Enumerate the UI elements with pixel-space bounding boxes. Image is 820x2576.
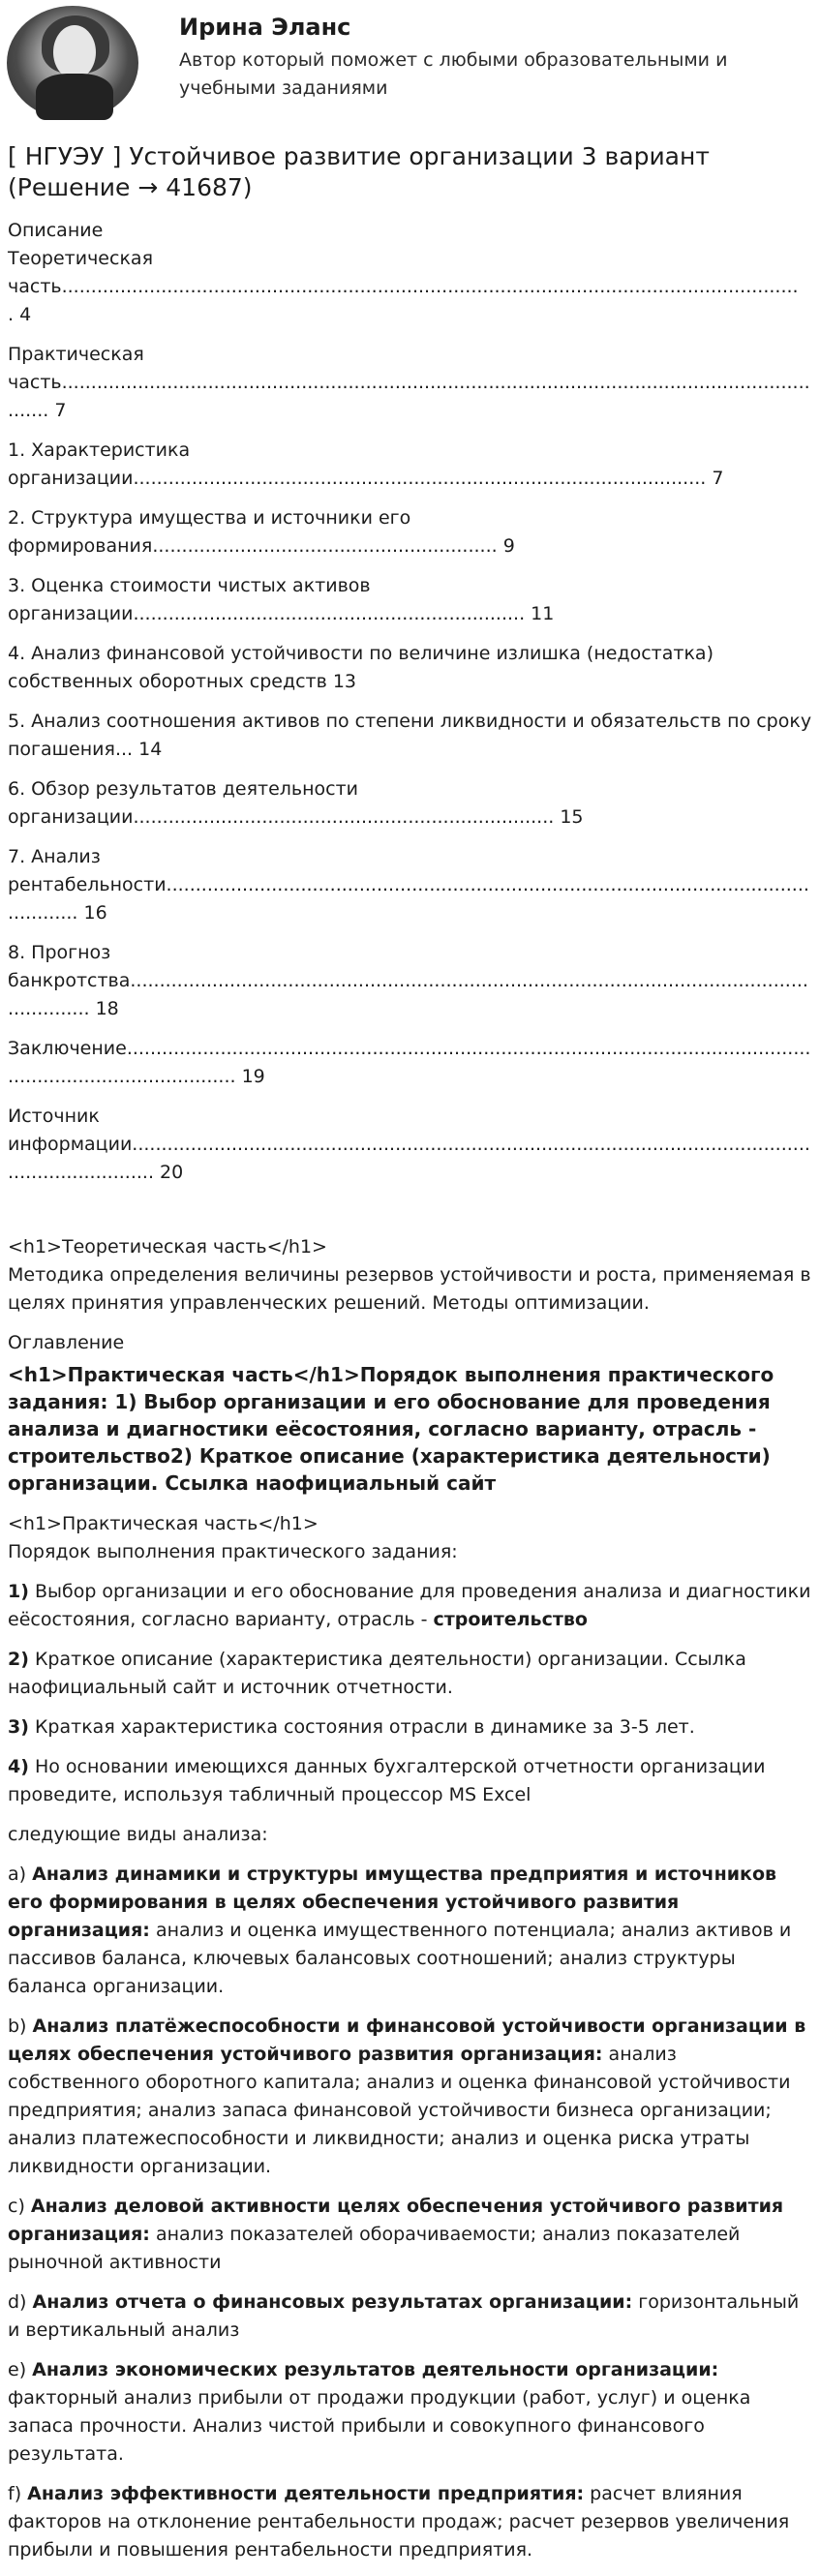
toc-item: 5. Анализ соотношения активов по степени ликвидности и обязательств по сроку погашения... 14	[8, 711, 818, 760]
analysis-item	[8, 2356, 813, 2469]
avatar-face-shape	[53, 25, 96, 79]
task-number: 2)	[8, 1649, 29, 1670]
analysis-text: расчет влияния факторов на отклонение рентабельности продаж; расчет резервов увеличения прибыли и повышения рентабельности предприятия.	[8, 2483, 790, 2561]
toc-item: 3. Оценка стоимости чистых активов организации................................................................... 11	[8, 575, 555, 624]
page-title: [ НГУЭУ ] Устойчивое развитие организации 3 вариант (Решение → 41687)	[8, 142, 710, 201]
task-bold-tail: строительство	[433, 1609, 588, 1630]
theory-heading-raw: <h1>Теоретическая часть</h1>	[8, 1236, 327, 1258]
analysis-title: Анализ деловой активности целях обеспечения устойчивого развития организация:	[8, 2196, 784, 2245]
author-name[interactable]: Ирина Эланс	[179, 14, 351, 41]
analysis-text: горизонтальный и вертикальный анализ	[8, 2291, 800, 2341]
toc-item: 4. Анализ финансовой устойчивости по величине излишка (недостатка) собственных оборотных средств 13	[8, 643, 720, 692]
task-text: Но основании имеющихся данных бухгалтерской отчетности организации проведите, используя табличный процессор MS Excel	[8, 1756, 766, 1805]
author-description: Автор который поможет с любыми образовательными и учебными заданиями	[179, 49, 728, 99]
analysis-item	[8, 2480, 813, 2564]
table-of-contents	[8, 245, 818, 1187]
analysis-text: анализ собственного оборотного капитала; анализ и оценка финансовой устойчивости предприятия; анализ запаса финансовой устойчивости бизнеса организации; анализ платежеспособности и ликвидности; анализ и оценка риска утраты ликвидности организации.	[8, 2044, 791, 2177]
task-item	[8, 1753, 813, 1809]
section-spacer	[8, 1198, 813, 1233]
analysis-title: Анализ экономических результатов деятельности организации:	[32, 2359, 719, 2380]
analysis-prefix: f)	[8, 2483, 28, 2504]
toc-item: 2. Структура имущества и источники его формирования........................................................... 9	[8, 507, 515, 557]
toc-item: Практическая часть....................................................................................................................................... 7	[8, 344, 810, 421]
task-number: 1)	[8, 1581, 29, 1602]
analysis-title: Анализ эффективности деятельности предприятия:	[27, 2483, 585, 2504]
analysis-item	[8, 1861, 813, 2001]
practice-summary-heading: <h1>Практическая часть</h1>Порядок выполнения практического задания: 1) Выбор организации и его обоснование для проведения анализа и диагностики еёсостояния, согласно варианту, отрасль - строительство2) Краткое описание (характеристика деятельности) организации. Ссылка наофициальный сайт	[8, 1363, 774, 1495]
analysis-title: Анализ платёжеспособности и финансовой устойчивости организации в целях обеспечения устойчивого развития организация:	[8, 2015, 806, 2065]
task-text: Краткое описание (характеристика деятельности) организации. Ссылка наофициальный сайт и источник отчетности.	[8, 1649, 746, 1698]
analysis-text: факторный анализ прибыли от продажи продукции (работ, услуг) и оценка запаса прочности. Анализ чистой прибыли и совокупного финансового результата.	[8, 2387, 751, 2465]
toc-item: Теоретическая часть............................................................................................................................... 4	[8, 248, 799, 325]
contents-label: Оглавление	[8, 1332, 125, 1353]
practice-heading-raw: <h1>Практическая часть</h1>	[8, 1513, 319, 1534]
practice-intro: Порядок выполнения практического задания:	[8, 1541, 458, 1562]
toc-item: Источник информации............................................................................................................................................. 20	[8, 1106, 810, 1183]
task-item	[8, 1713, 813, 1742]
analysis-prefix: a)	[8, 1864, 33, 1885]
description-label: Описание	[8, 220, 104, 241]
toc-item: 1. Характеристика организации.................................................................................................. 7	[8, 439, 724, 489]
task-number: 3)	[8, 1716, 29, 1738]
task-text: Выбор организации и его обоснование для проведения анализа и диагностики еёсостояния, согласно варианту, отрасль -	[8, 1581, 811, 1630]
analysis-title: Анализ динамики и структуры имущества предприятия и источников его формирования в целях обеспечения устойчивого развития организация:	[8, 1864, 777, 1941]
analysis-prefix: c)	[8, 2196, 31, 2217]
toc-item: 7. Анализ рентабельности.......................................................................................................................... 16	[8, 846, 809, 924]
analysis-prefix: d)	[8, 2291, 33, 2313]
task-item	[8, 1646, 813, 1702]
toc-item: 6. Обзор результатов деятельности организации........................................................................ 15	[8, 778, 584, 828]
author-card	[0, 0, 820, 126]
theory-text: Методика определения величины резервов устойчивости и роста, применяемая в целях принятия управленческих решений. Методы оптимизации.	[8, 1264, 811, 1314]
main-content	[8, 141, 818, 2576]
author-avatar[interactable]	[7, 6, 138, 120]
analysis-prefix: b)	[8, 2015, 33, 2037]
analysis-intro: следующие виды анализа:	[8, 1824, 268, 1845]
analysis-item	[8, 2288, 813, 2345]
task-number: 4)	[8, 1756, 29, 1777]
analysis-text: анализ и оценка имущественного потенциала; анализ активов и пассивов баланса, ключевых балансовых соотношений; анализ структуры баланса организации.	[8, 1920, 792, 1997]
toc-item: Заключение............................................................................................................................................................ 19	[8, 1038, 811, 1087]
analysis-item	[8, 2193, 813, 2277]
task-text: Краткая характеристика состояния отрасли в динамике за 3-5 лет.	[28, 1716, 695, 1738]
toc-item: 8. Прогноз банкротства.................................................................................................................................. 18	[8, 942, 808, 1019]
analysis-title: Анализ отчета о финансовых результатах организации:	[32, 2291, 633, 2313]
analysis-text: анализ показателей оборачиваемости; анализ показателей рыночной активности	[8, 2224, 741, 2273]
task-item	[8, 1578, 813, 1634]
analysis-prefix: e)	[8, 2359, 33, 2380]
analysis-item	[8, 2013, 813, 2181]
avatar-body-shape	[36, 74, 113, 120]
